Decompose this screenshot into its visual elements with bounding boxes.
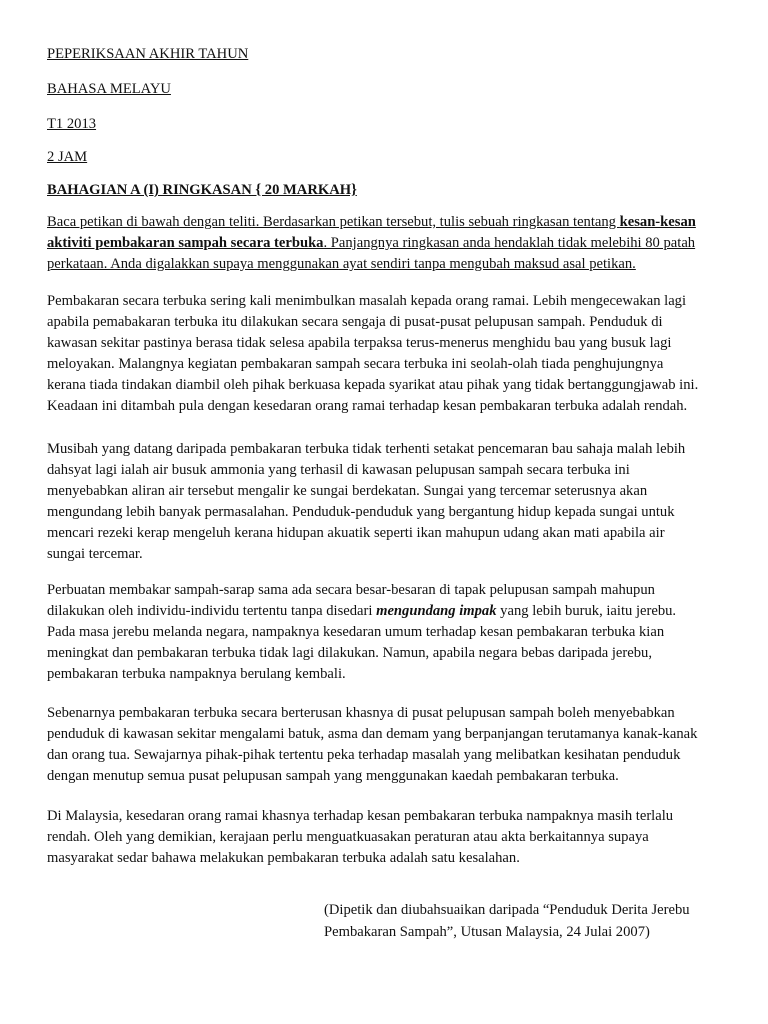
paragraph-line: apabila pemabakaran terbuka itu dilakukan secara sengaja di pusat-pusat pelupusan sampah. Penduduk di (47, 314, 663, 330)
paragraph-line: Pembakaran secara terbuka sering kali menimbulkan masalah kepada orang ramai. Lebih mengecewakan lagi (47, 293, 687, 309)
instruction-emphasis: kesan-kesan (619, 214, 696, 230)
emphasized-phrase: mengundang impak (376, 603, 497, 619)
paragraph-line: Perbuatan membakar sampah-sarap sama ada secara besar-besaran di tapak pelupusan sampah mahupun (47, 582, 655, 598)
source-citation (324, 899, 690, 943)
paragraph-1 (47, 291, 727, 417)
paragraph-4 (47, 703, 727, 787)
paragraph-line: penduduk di kawasan sekitar mengalami batuk, asma dan demam yang berpanjangan terutamanya kanak-kanak (47, 726, 698, 742)
paragraph-line: meloyakan. Malangnya kegiatan pembakaran sampah secara terbuka ini seolah-olah tiada penghujungnya (47, 356, 664, 372)
paragraph-2 (47, 439, 727, 565)
paragraph-5 (47, 806, 727, 869)
paragraph-line: dan orang tua. Sewajarnya pihak-pihak tertentu peka terhadap masalah yang melibatkan kesihatan penduduk (47, 747, 681, 763)
exam-title: PEPERIKSAAN AKHIR TAHUN (47, 46, 249, 62)
section-heading: BAHAGIAN A (I) RINGKASAN { 20 MARKAH} (47, 182, 357, 198)
form-year: T1 2013 (47, 116, 97, 132)
paragraph-line: kawasan sekitar pastinya berasa tidak selesa apabila terpaksa terus-menerus menghidu bau yang busuk lagi (47, 335, 672, 351)
duration: 2 JAM (47, 149, 88, 165)
citation-line: (Dipetik dan diubahsuaikan daripada “Penduduk Derita Jerebu (324, 902, 690, 918)
instruction-emphasis: aktiviti pembakaran sampah secara terbuka (47, 235, 324, 251)
paragraph-line: dengan menutup semua pusat pelupusan sampah yang menggunakan kaedah pembakaran terbuka. (47, 768, 619, 784)
paragraph-line: kerana tiada tindakan diambil oleh pihak berkuasa kepada syarikat atau pihak yang tidak bertanggungjawab ini. (47, 377, 699, 393)
paragraph-line: Di Malaysia, kesedaran orang ramai khasnya terhadap kesan pembakaran terbuka nampaknya masih terlalu (47, 808, 674, 824)
citation-line: Pembakaran Sampah”, Utusan Malaysia, 24 Julai 2007) (324, 924, 650, 940)
paragraph-line: rendah. Oleh yang demikian, kerajaan perlu menguatkuasakan peraturan atau akta berkaitannya supaya (47, 829, 649, 845)
instruction-text: Baca petikan di bawah dengan teliti. Berdasarkan petikan tersebut, tulis sebuah ringkasan tentang (47, 214, 620, 230)
paragraph-3 (47, 580, 727, 685)
paragraph-line: Pada masa jerebu melanda negara, nampaknya kesedaran umum terhadap kesan pembakaran terbuka kian (47, 624, 665, 640)
paragraph-line: mengundang lebih banyak permasalahan. Penduduk-penduduk yang bergantung hidup kepada sungai untuk (47, 504, 675, 520)
paragraph-line: Sebenarnya pembakaran terbuka secara berterusan khasnya di pusat pelupusan sampah boleh menyebabkan (47, 705, 675, 721)
paragraph-text: dilakukan oleh individu-individu tertentu tanpa disedari (47, 603, 377, 619)
paragraph-line: Musibah yang datang daripada pembakaran terbuka tidak terhenti setakat pencemaran bau sahaja malah lebih (47, 441, 686, 457)
paragraph-line: masyarakat sedar bahawa melakukan pembakaran terbuka adalah satu kesalahan. (47, 850, 520, 866)
instruction-paragraph (47, 212, 727, 275)
instruction-text: perkataan. Anda digalakkan supaya menggunakan ayat sendiri tanpa mengubah maksud asal petikan. (47, 256, 636, 272)
paragraph-line: dahsyat lagi ialah air busuk ammonia yang terhasil di kawasan pelupusan sampah secara terbuka ini (47, 462, 630, 478)
paragraph-line: sungai tercemar. (47, 546, 143, 562)
paragraph-line: pembakaran terbuka nampaknya berulang kembali. (47, 666, 346, 682)
subject-name: BAHASA MELAYU (47, 81, 171, 97)
paragraph-line: mencari rezeki kerap mengeluh kerana hidupan akuatik seperti ikan mahupun udang akan mati apabila air (47, 525, 665, 541)
paragraph-line: menyebabkan aliran air tersebut mengalir ke sungai berdekatan. Sungai yang tercemar seterusnya akan (47, 483, 648, 499)
paragraph-line: meningkat dan pembakaran terbuka tidak lagi dilakukan. Namun, apabila negara bebas daripada jerebu, (47, 645, 652, 661)
paragraph-text: yang lebih buruk, iaitu jerebu. (496, 603, 677, 619)
instruction-text: . Panjangnya ringkasan anda hendaklah tidak melebihi 80 patah (323, 235, 696, 251)
paragraph-line: Keadaan ini ditambah pula dengan kesedaran orang ramai terhadap kesan pembakaran terbuka adalah rendah. (47, 398, 688, 414)
